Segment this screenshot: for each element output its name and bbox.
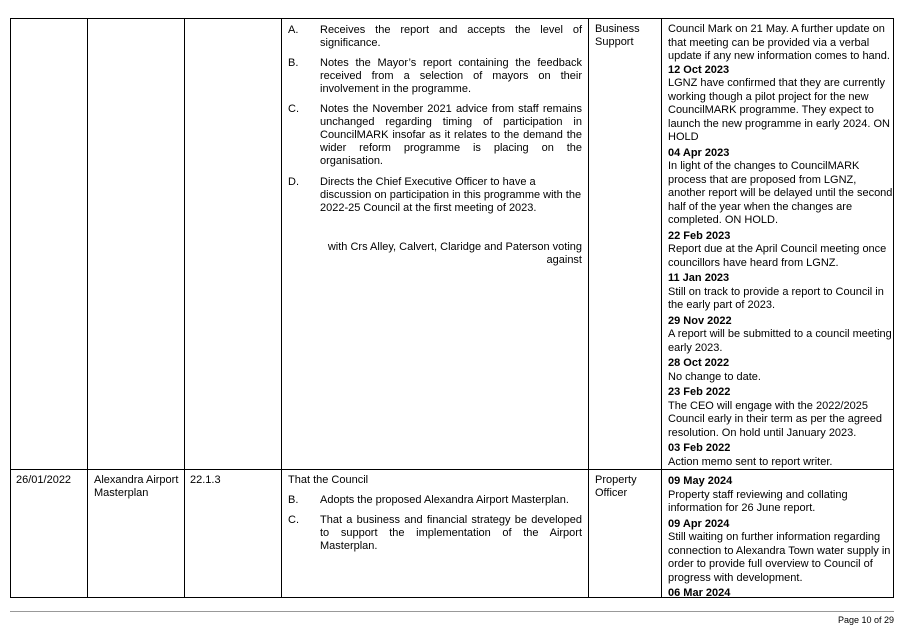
resolution-d [288,176,582,215]
resolution-letter: D. [288,176,299,188]
page-number: Page 10 of 29 [837,615,894,625]
progress-updates [668,23,894,469]
resolution-b [288,57,582,96]
item-number: 22.1.3 [190,474,221,486]
responsible-officer: Business Support [595,23,640,48]
update-date: 11 Jan 2023 [668,272,730,284]
actions-table [10,18,894,598]
resolution-b [288,494,582,507]
progress-updates [668,475,894,601]
resolution-letter: B. [288,57,299,69]
item-subject: Alexandra Airport Masterplan [94,474,179,499]
update-text: LGNZ have confirmed that they are currently working though a pilot project for the new CouncilMARK programme. They expect to launch the new programme in early 2024. ON HOLD [668,77,890,143]
update-text: In light of the changes to CouncilMARK process that are proposed from LGNZ, another report will be delayed until the second half of the year when the changes are completed. ON HOLD. [668,160,893,226]
update-text: No change to date. [668,370,761,383]
resolution-letter: B. [288,494,299,506]
resolution-text: That a business and financial strategy be developed to support the implementation of the Airport Masterplan. [320,514,582,552]
update-date: 09 May 2024 [668,475,733,487]
resolution-text: Adopts the proposed Alexandra Airport Masterplan. [320,494,569,506]
update-text: A report will be submitted to a council meeting early 2023. [668,328,892,354]
meeting-date: 26/01/2022 [16,474,72,486]
resolution-letter: A. [288,24,299,36]
update-date: 06 Mar 2024 [668,587,731,599]
resolution-c [288,514,582,553]
resolution-letter: C. [288,514,299,526]
update-text: Action memo sent to report writer. [668,455,833,468]
update-text: Property staff reviewing and collating information for 26 June report. [668,488,848,514]
update-date: 04 Apr 2023 [668,146,730,159]
update-text: Council Mark on 21 May. A further update on that meeting can be provided via a verbal update if any new information comes to hand. [668,23,890,62]
update-date: 09 Apr 2024 [668,517,730,530]
update-text: The CEO will engage with the 2022/2025 Council early in their term as per the agreed resolution. On hold until January 2023. [668,399,882,439]
update-date: 28 Oct 2022 [668,357,730,369]
update-date: 23 Feb 2022 [668,386,731,398]
update-text: Still waiting on further information regarding connection to Alexandra Town water supply in order to provide full overview to Council of progress with development. [668,531,891,584]
resolution-intro: That the Council [288,474,369,486]
footer-rule [10,611,894,612]
resolution-c [288,103,582,168]
update-date: 29 Nov 2022 [668,314,732,327]
resolution-text: Notes the November 2021 advice from staff remains unchanged regarding timing of participation in CouncilMARK insofar as it relates to the demand the wider reform programme is placing on the organisation. [320,103,582,167]
resolution-text: Notes the Mayor’s report containing the feedback received from a selection of mayors on their involvement in the programme. [320,57,582,95]
update-date: 22 Feb 2023 [668,229,731,242]
update-date: 03 Feb 2022 [668,442,731,454]
vote-note: with Crs Alley, Calvert, Claridge and Paterson voting against [327,241,582,266]
resolution-a [288,24,582,50]
update-date: 12 Oct 2023 [668,63,730,76]
resolution-letter: C. [288,103,299,115]
update-text: Report due at the April Council meeting once councillors have heard from LGNZ. [668,243,887,269]
responsible-officer: Property Officer [595,474,637,499]
update-text: Still on track to provide a report to Council in the early part of 2023. [668,285,884,311]
resolution-text: Receives the report and accepts the level of significance. [320,24,582,49]
resolution-text: Directs the Chief Executive Officer to have a discussion on participation in this programme with the 2022-25 Council at the first meeting of 2023. [320,176,582,214]
